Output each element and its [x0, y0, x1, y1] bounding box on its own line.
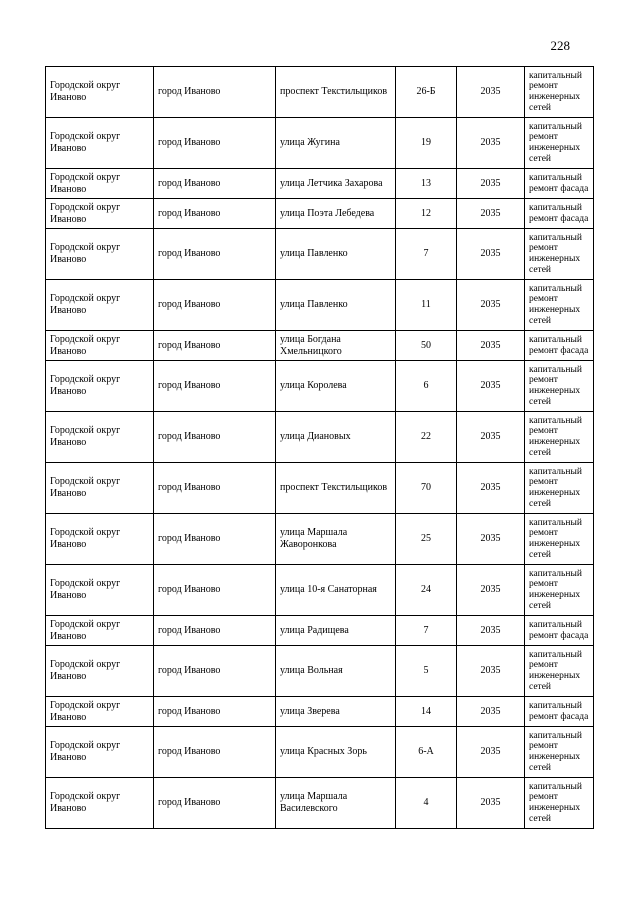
work-type-cell: капитальный ремонт инженерных сетей [525, 118, 594, 169]
settlement-cell: город Иваново [154, 412, 276, 463]
work-type-cell: капитальный ремонт инженерных сетей [525, 514, 594, 565]
year-cell: 2035 [457, 697, 525, 727]
street-cell: улица Маршала Василевского [276, 778, 396, 829]
work-type-cell: капитальный ремонт инженерных сетей [525, 463, 594, 514]
house-number-cell: 12 [396, 199, 457, 229]
house-number-cell: 13 [396, 169, 457, 199]
municipality-cell: Городской округ Иваново [46, 280, 154, 331]
house-number-cell: 14 [396, 697, 457, 727]
year-cell: 2035 [457, 229, 525, 280]
street-cell: улица Вольная [276, 646, 396, 697]
house-number-cell: 6 [396, 361, 457, 412]
house-number-cell: 25 [396, 514, 457, 565]
street-cell: улица Богдана Хмельницкого [276, 331, 396, 361]
settlement-cell: город Иваново [154, 280, 276, 331]
table-row [46, 514, 594, 565]
house-number-cell: 24 [396, 565, 457, 616]
municipality-cell: Городской округ Иваново [46, 778, 154, 829]
table-row [46, 565, 594, 616]
municipality-cell: Городской округ Иваново [46, 646, 154, 697]
table-row [46, 778, 594, 829]
municipality-cell: Городской округ Иваново [46, 727, 154, 778]
work-type-cell: капитальный ремонт фасада [525, 199, 594, 229]
table-row [46, 67, 594, 118]
work-type-cell: капитальный ремонт фасада [525, 169, 594, 199]
year-cell: 2035 [457, 280, 525, 331]
street-cell: улица Диановых [276, 412, 396, 463]
settlement-cell: город Иваново [154, 361, 276, 412]
work-type-cell: капитальный ремонт инженерных сетей [525, 67, 594, 118]
year-cell: 2035 [457, 199, 525, 229]
table-row [46, 118, 594, 169]
table-row [46, 280, 594, 331]
table-row [46, 697, 594, 727]
work-type-cell: капитальный ремонт инженерных сетей [525, 361, 594, 412]
municipality-cell: Городской округ Иваново [46, 118, 154, 169]
year-cell: 2035 [457, 67, 525, 118]
street-cell: улица Павленко [276, 229, 396, 280]
house-number-cell: 7 [396, 229, 457, 280]
street-cell: проспект Текстильщиков [276, 463, 396, 514]
settlement-cell: город Иваново [154, 616, 276, 646]
year-cell: 2035 [457, 778, 525, 829]
table-row [46, 169, 594, 199]
street-cell: улица Зверева [276, 697, 396, 727]
work-type-cell: капитальный ремонт инженерных сетей [525, 565, 594, 616]
table-row [46, 727, 594, 778]
table-row [46, 412, 594, 463]
work-type-cell: капитальный ремонт фасада [525, 697, 594, 727]
settlement-cell: город Иваново [154, 514, 276, 565]
municipality-cell: Городской округ Иваново [46, 463, 154, 514]
settlement-cell: город Иваново [154, 331, 276, 361]
table-body [46, 67, 594, 829]
settlement-cell: город Иваново [154, 229, 276, 280]
year-cell: 2035 [457, 463, 525, 514]
work-type-cell: капитальный ремонт инженерных сетей [525, 646, 594, 697]
year-cell: 2035 [457, 727, 525, 778]
street-cell: улица Королева [276, 361, 396, 412]
municipality-cell: Городской округ Иваново [46, 67, 154, 118]
year-cell: 2035 [457, 331, 525, 361]
page-number: 228 [550, 38, 570, 53]
house-number-cell: 4 [396, 778, 457, 829]
year-cell: 2035 [457, 565, 525, 616]
street-cell: улица 10-я Санаторная [276, 565, 396, 616]
table-row [46, 463, 594, 514]
house-number-cell: 5 [396, 646, 457, 697]
street-cell: улица Поэта Лебедева [276, 199, 396, 229]
street-cell: улица Красных Зорь [276, 727, 396, 778]
settlement-cell: город Иваново [154, 118, 276, 169]
house-number-cell: 70 [396, 463, 457, 514]
municipality-cell: Городской округ Иваново [46, 616, 154, 646]
street-cell: проспект Текстильщиков [276, 67, 396, 118]
year-cell: 2035 [457, 412, 525, 463]
year-cell: 2035 [457, 514, 525, 565]
settlement-cell: город Иваново [154, 646, 276, 697]
settlement-cell: город Иваново [154, 565, 276, 616]
municipality-cell: Городской округ Иваново [46, 565, 154, 616]
table-row [46, 229, 594, 280]
work-type-cell: капитальный ремонт инженерных сетей [525, 280, 594, 331]
street-cell: улица Радищева [276, 616, 396, 646]
house-number-cell: 6-А [396, 727, 457, 778]
municipality-cell: Городской округ Иваново [46, 697, 154, 727]
table-row [46, 646, 594, 697]
municipality-cell: Городской округ Иваново [46, 199, 154, 229]
work-type-cell: капитальный ремонт инженерных сетей [525, 727, 594, 778]
municipality-cell: Городской округ Иваново [46, 361, 154, 412]
year-cell: 2035 [457, 616, 525, 646]
settlement-cell: город Иваново [154, 697, 276, 727]
street-cell: улица Маршала Жаворонкова [276, 514, 396, 565]
settlement-cell: город Иваново [154, 727, 276, 778]
work-type-cell: капитальный ремонт фасада [525, 616, 594, 646]
municipality-cell: Городской округ Иваново [46, 331, 154, 361]
municipality-cell: Городской округ Иваново [46, 514, 154, 565]
housing-repair-table [45, 66, 594, 829]
work-type-cell: капитальный ремонт инженерных сетей [525, 778, 594, 829]
municipality-cell: Городской округ Иваново [46, 412, 154, 463]
street-cell: улица Летчика Захарова [276, 169, 396, 199]
house-number-cell: 11 [396, 280, 457, 331]
street-cell: улица Жугина [276, 118, 396, 169]
year-cell: 2035 [457, 118, 525, 169]
municipality-cell: Городской округ Иваново [46, 169, 154, 199]
house-number-cell: 50 [396, 331, 457, 361]
year-cell: 2035 [457, 361, 525, 412]
work-type-cell: капитальный ремонт фасада [525, 331, 594, 361]
settlement-cell: город Иваново [154, 169, 276, 199]
settlement-cell: город Иваново [154, 199, 276, 229]
house-number-cell: 19 [396, 118, 457, 169]
work-type-cell: капитальный ремонт инженерных сетей [525, 412, 594, 463]
table-row [46, 616, 594, 646]
year-cell: 2035 [457, 646, 525, 697]
table-row [46, 199, 594, 229]
settlement-cell: город Иваново [154, 67, 276, 118]
year-cell: 2035 [457, 169, 525, 199]
settlement-cell: город Иваново [154, 463, 276, 514]
settlement-cell: город Иваново [154, 778, 276, 829]
municipality-cell: Городской округ Иваново [46, 229, 154, 280]
work-type-cell: капитальный ремонт инженерных сетей [525, 229, 594, 280]
house-number-cell: 22 [396, 412, 457, 463]
house-number-cell: 7 [396, 616, 457, 646]
table-row [46, 361, 594, 412]
table-row [46, 331, 594, 361]
house-number-cell: 26-Б [396, 67, 457, 118]
street-cell: улица Павленко [276, 280, 396, 331]
